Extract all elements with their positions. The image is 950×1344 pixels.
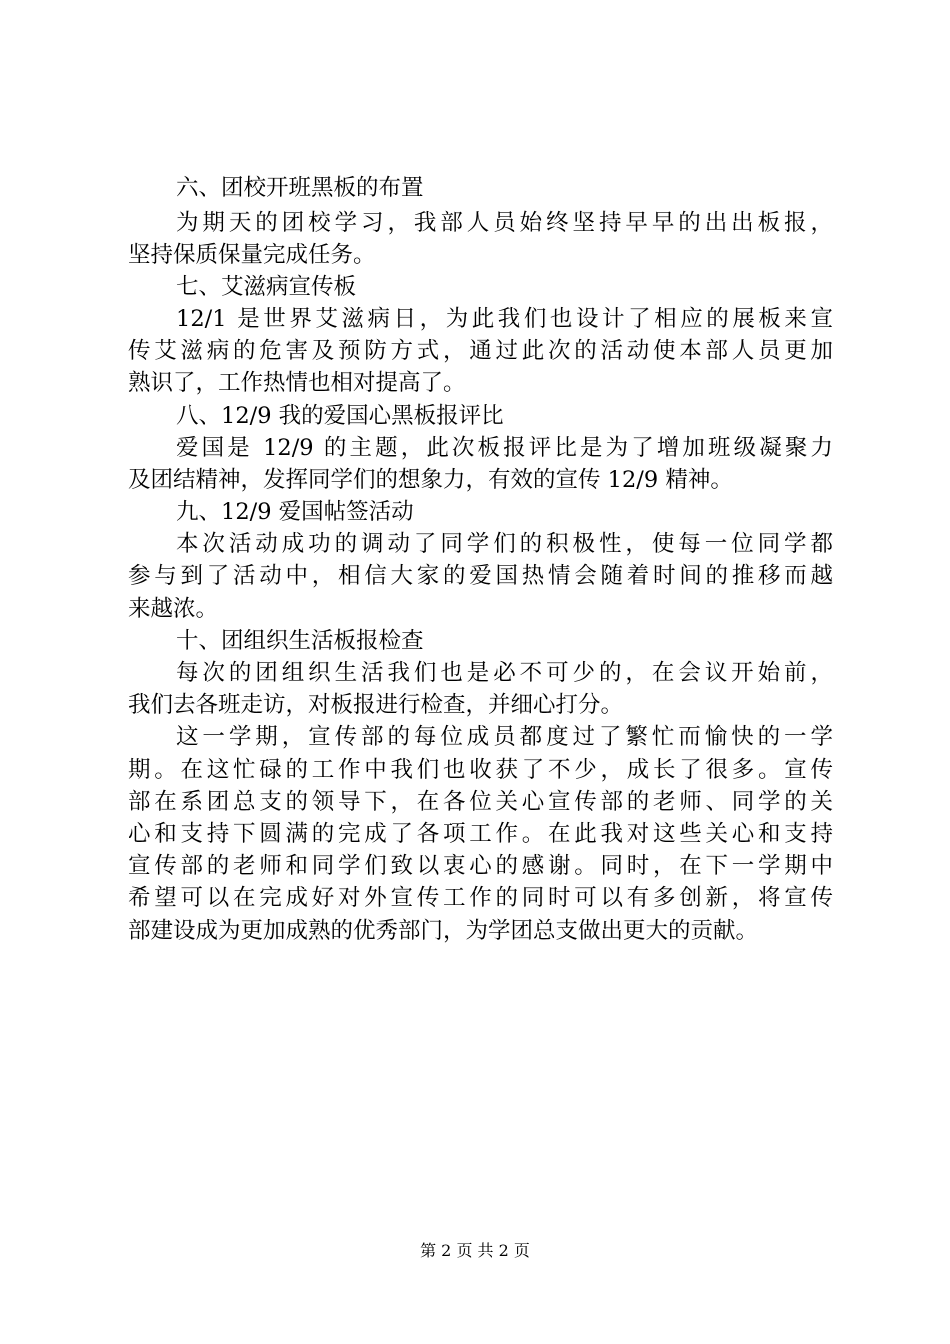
paragraph-line: 传艾滋病的危害及预防方式，通过此次的活动使本部人员更加 (128, 338, 833, 364)
paragraph-line: 爱国是 12/9 的主题，此次板报评比是为了增加班级凝聚力 (176, 435, 833, 461)
paragraph-line: 为期天的团校学习，我部人员始终坚持早早的出出板报， (176, 210, 833, 236)
page-number-footer: 第 2 页 共 2 页 (420, 1241, 530, 1260)
paragraph-line: 12/1 是世界艾滋病日，为此我们也设计了相应的展板来宣 (176, 306, 833, 332)
paragraph-line: 及团结精神，发挥同学们的想象力，有效的宣传 12/9 精神。 (128, 467, 733, 493)
paragraph-line: 每次的团组织生活我们也是必不可少的，在会议开始前， (176, 660, 833, 686)
paragraph-line: 本次活动成功的调动了同学们的积极性，使每一位同学都 (176, 531, 833, 557)
heading-section-10: 十、团组织生活板报检查 (176, 628, 424, 654)
heading-section-8: 八、12/9 我的爱国心黑板报评比 (176, 403, 504, 429)
heading-section-9: 九、12/9 爱国帖签活动 (176, 499, 414, 525)
paragraph-line: 宣传部的老师和同学们致以衷心的感谢。同时，在下一学期中 (128, 853, 833, 879)
heading-section-7: 七、艾滋病宣传板 (176, 274, 357, 300)
paragraph-line: 心和支持下圆满的完成了各项工作。在此我对这些关心和支持 (128, 821, 833, 847)
paragraph-line: 来越浓。 (128, 596, 219, 622)
paragraph-line: 希望可以在完成好对外宣传工作的同时可以有多创新，将宣传 (128, 885, 833, 911)
paragraph-line: 这一学期，宣传部的每位成员都度过了繁忙而愉快的一学 (176, 724, 833, 750)
paragraph-line: 参与到了活动中，相信大家的爱国热情会随着时间的推移而越 (128, 563, 833, 589)
paragraph-line: 坚持保质保量完成任务。 (128, 242, 376, 268)
paragraph-line: 期。在这忙碌的工作中我们也收获了不少，成长了很多。宣传 (128, 757, 833, 783)
paragraph-line: 熟识了，工作热情也相对提高了。 (128, 370, 466, 396)
paragraph-line: 我们去各班走访，对板报进行检查，并细心打分。 (128, 692, 624, 718)
paragraph-line: 部在系团总支的领导下，在各位关心宣传部的老师、同学的关 (128, 789, 833, 815)
heading-section-6: 六、团校开班黑板的布置 (176, 175, 424, 201)
paragraph-line: 部建设成为更加成熟的优秀部门，为学团总支做出更大的贡献。 (128, 918, 759, 944)
